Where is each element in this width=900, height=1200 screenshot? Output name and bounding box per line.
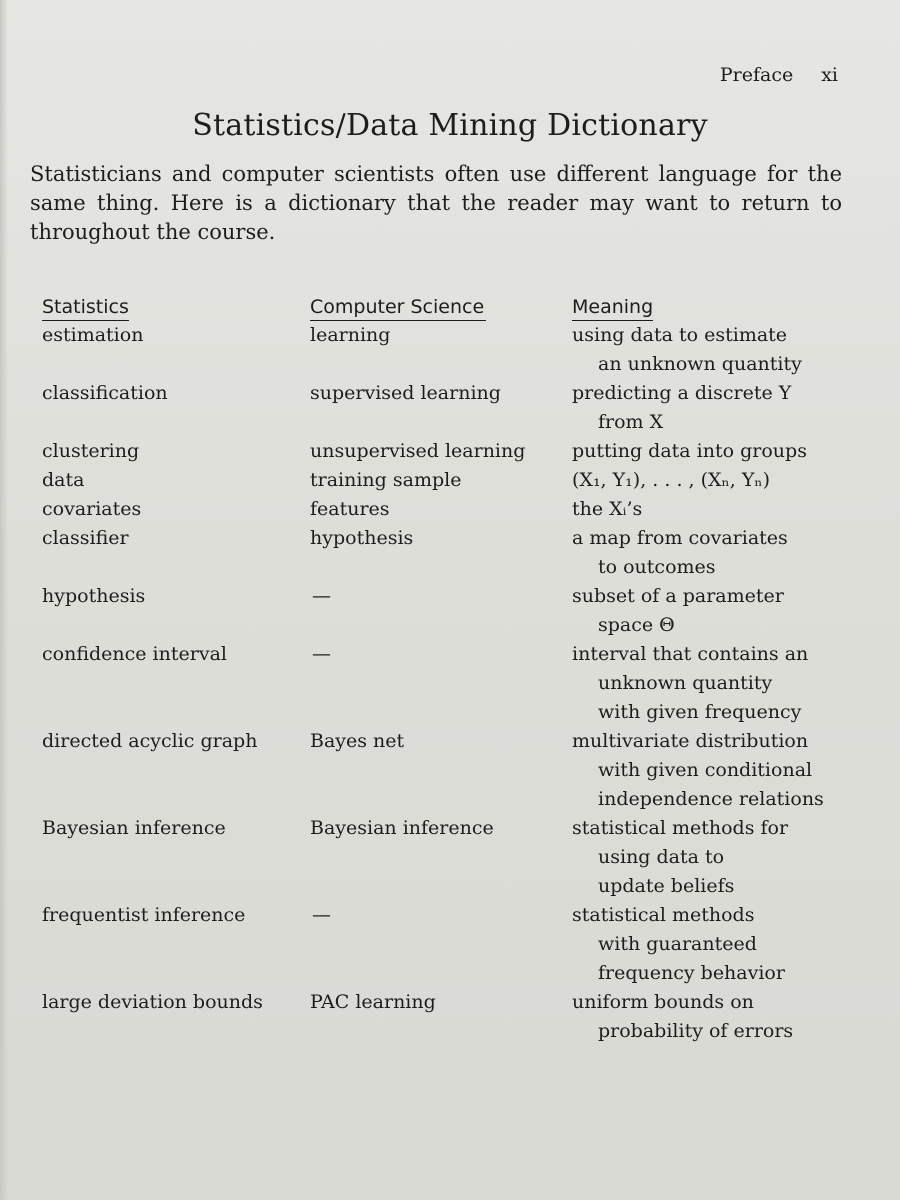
meaning-line: subset of a parameter (572, 585, 784, 607)
statistics-term: classifier (42, 527, 129, 549)
table-row (42, 466, 842, 495)
intro-line-3: throughout the course. (30, 220, 276, 244)
meaning-line: space Θ (598, 614, 675, 636)
table-header-row (42, 287, 842, 321)
meaning-text (572, 379, 842, 437)
computer-science-term: unsupervised learning (310, 440, 526, 462)
meaning-line: using data to estimate (572, 324, 788, 346)
meaning-text (572, 466, 842, 495)
meaning-text (572, 321, 842, 379)
statistics-term: frequentist inference (42, 904, 246, 926)
meaning-line: multivariate distribution (572, 730, 809, 752)
statistics-term: classification (42, 382, 168, 404)
meaning-line: the Xᵢ’s (572, 498, 643, 520)
meaning-text (572, 727, 842, 814)
computer-science-term: — (312, 904, 331, 926)
computer-science-term: training sample (310, 469, 462, 491)
meaning-line: unknown quantity (598, 672, 773, 694)
column-header-meaning: Meaning (572, 295, 653, 321)
meaning-line: from X (598, 411, 664, 433)
meaning-text (572, 524, 842, 582)
meaning-line: statistical methods for (572, 817, 789, 839)
meaning-line: statistical methods (572, 904, 755, 926)
statistics-term: hypothesis (42, 585, 146, 607)
table-row (42, 901, 842, 988)
header-section: Preface (719, 64, 794, 86)
statistics-term: covariates (42, 498, 142, 520)
meaning-text (572, 437, 842, 466)
dictionary-table (42, 287, 842, 1046)
meaning-text (572, 901, 842, 988)
meaning-line: with given conditional (598, 759, 813, 781)
meaning-line: independence relations (598, 788, 824, 810)
table-row (42, 640, 842, 727)
meaning-line: frequency behavior (598, 962, 785, 984)
intro-line-1: Statisticians and computer scientists often use different language for the (30, 162, 842, 186)
statistics-term: Bayesian inference (42, 817, 226, 839)
meaning-line: update beliefs (598, 875, 735, 897)
intro-line-2: same thing. Here is a dictionary that the reader may want to return to (30, 191, 842, 215)
meaning-line: with given frequency (598, 701, 802, 723)
meaning-line: uniform bounds on (572, 991, 754, 1013)
computer-science-term: learning (310, 324, 391, 346)
table-row (42, 437, 842, 466)
statistics-term: clustering (42, 440, 140, 462)
page-title: Statistics/Data Mining Dictionary (192, 108, 708, 143)
meaning-line: using data to (598, 846, 725, 868)
meaning-line: interval that contains an (572, 643, 809, 665)
computer-science-term: supervised learning (310, 382, 501, 404)
table-row (42, 988, 842, 1046)
statistics-term: directed acyclic graph (42, 730, 258, 752)
computer-science-term: — (312, 643, 331, 665)
computer-science-term: — (312, 585, 331, 607)
table-row (42, 495, 842, 524)
statistics-term: confidence interval (42, 643, 227, 665)
table-row (42, 727, 842, 814)
meaning-text (572, 814, 842, 901)
statistics-term: large deviation bounds (42, 991, 263, 1013)
meaning-text (572, 582, 842, 640)
intro-paragraph (30, 160, 842, 247)
statistics-term: estimation (42, 324, 144, 346)
running-header (720, 64, 838, 86)
meaning-line: with guaranteed (598, 933, 757, 955)
table-row (42, 582, 842, 640)
table-row (42, 379, 842, 437)
table-row (42, 814, 842, 901)
meaning-line: putting data into groups (572, 440, 807, 462)
meaning-text (572, 988, 842, 1046)
computer-science-term: PAC learning (310, 991, 436, 1013)
meaning-text (572, 640, 842, 727)
column-header-statistics: Statistics (42, 295, 129, 321)
statistics-term: data (42, 469, 85, 491)
computer-science-term: hypothesis (310, 527, 414, 549)
table-row (42, 321, 842, 379)
meaning-line: an unknown quantity (598, 353, 802, 375)
meaning-line: probability of errors (598, 1020, 794, 1042)
meaning-line: a map from covariates (572, 527, 788, 549)
computer-science-term: Bayes net (310, 730, 405, 752)
column-header-computer-science: Computer Science (310, 295, 486, 321)
meaning-line: to outcomes (598, 556, 716, 578)
table-row (42, 524, 842, 582)
computer-science-term: features (310, 498, 390, 520)
meaning-text (572, 495, 842, 524)
computer-science-term: Bayesian inference (310, 817, 494, 839)
meaning-line: (X₁, Y₁), . . . , (Xₙ, Yₙ) (572, 469, 771, 491)
page-edge-shadow (0, 0, 8, 1200)
meaning-line: predicting a discrete Y (572, 382, 792, 404)
header-page-number: xi (821, 64, 838, 86)
